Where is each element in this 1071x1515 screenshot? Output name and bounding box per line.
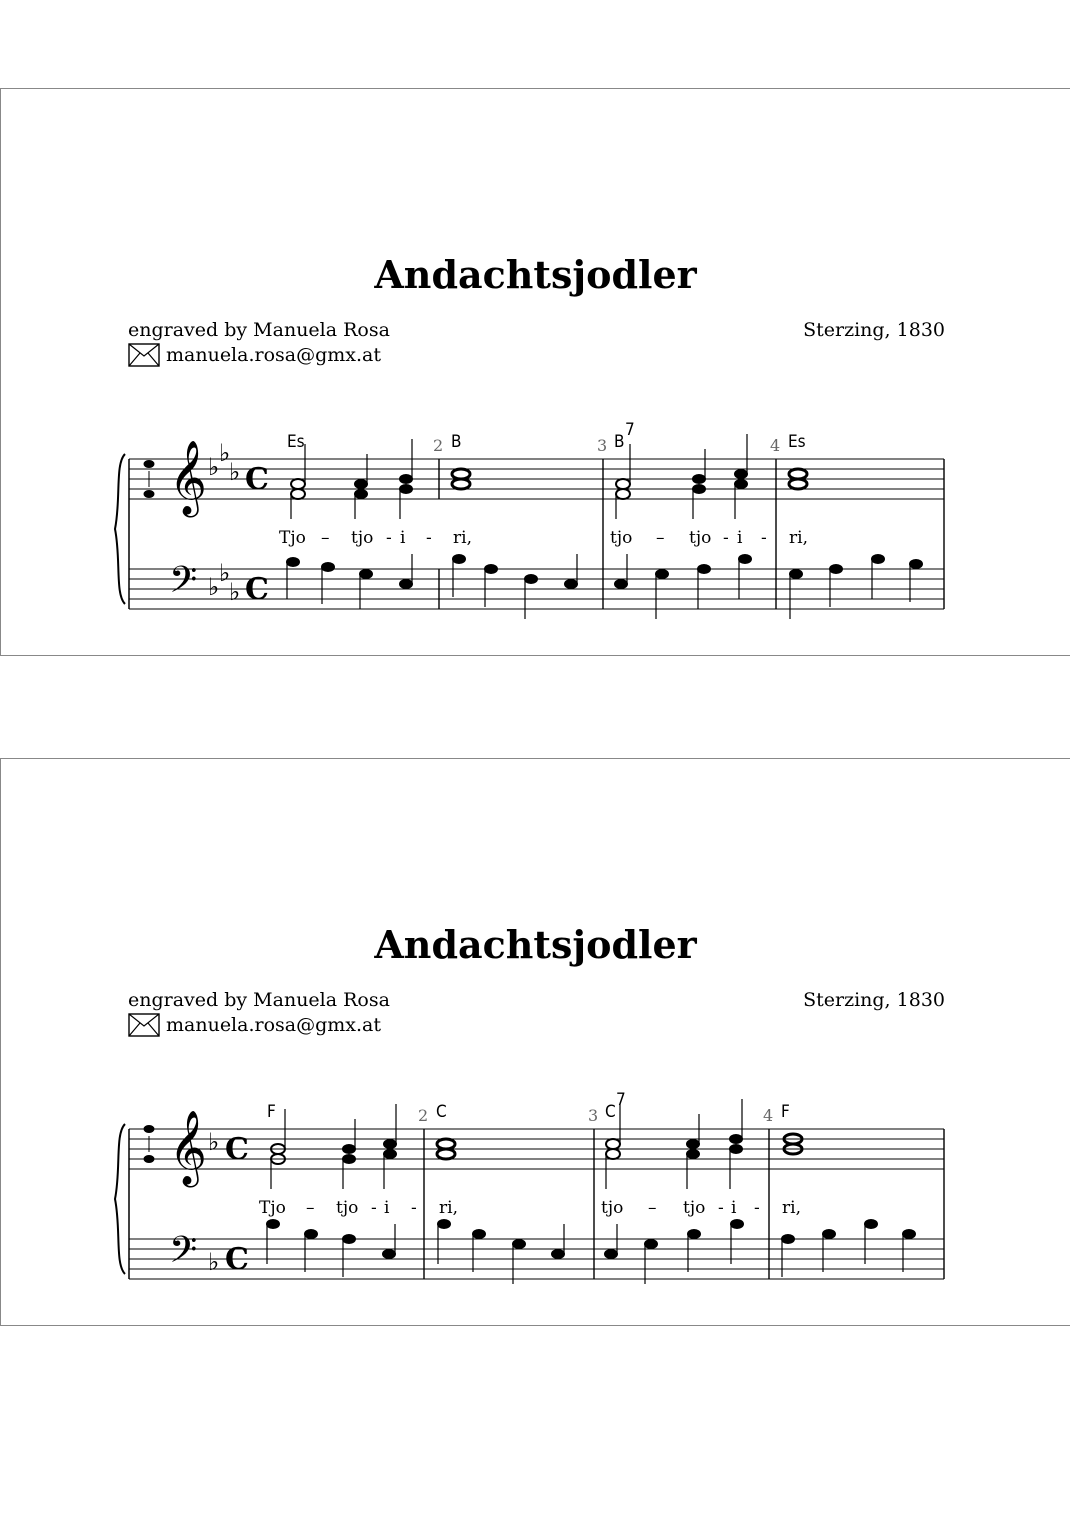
lyric-syllable: tjo (610, 528, 633, 548)
music-system (111, 409, 961, 619)
place-date: Sterzing, 1830 (803, 989, 945, 1011)
lyric-hyphen: – (321, 528, 330, 548)
lyric-hyphen: - (761, 528, 767, 548)
chord-symbol: Es (287, 432, 305, 452)
lyric-syllable: ri, (789, 528, 808, 548)
chord-symbol: C (436, 1102, 447, 1122)
time-signature-treble: C (225, 1132, 249, 1167)
chord-symbol: F (267, 1102, 276, 1122)
svg-text:♭: ♭ (208, 1128, 220, 1156)
svg-text:♭: ♭ (208, 573, 220, 601)
engraver-credit: engraved by Manuela Rosa (128, 989, 390, 1011)
chord-symbol: C (605, 1102, 616, 1122)
lyric-hyphen: - (718, 1198, 724, 1218)
lyric-syllable: i (737, 528, 743, 548)
chord-symbol: B (451, 432, 462, 452)
lyric-hyphen: - (426, 528, 432, 548)
chord-superscript: 7 (625, 420, 635, 440)
bass-clef: 𝄢 (169, 1229, 198, 1280)
lyric-hyphen: - (386, 528, 392, 548)
treble-staff (129, 1129, 944, 1169)
envelope-icon (128, 1013, 160, 1037)
lyric-syllable: i (731, 1198, 737, 1218)
svg-text:♭: ♭ (208, 453, 220, 481)
svg-text:♭: ♭ (219, 439, 231, 467)
lyric-hyphen: – (656, 528, 665, 548)
piano-brace (115, 454, 125, 604)
bar-number: 3 (597, 436, 608, 455)
lyric-hyphen: - (411, 1198, 417, 1218)
key-signature-treble (208, 1128, 219, 1156)
chord-symbol: F (781, 1102, 790, 1122)
envelope-icon (128, 343, 160, 367)
svg-text:♭: ♭ (208, 1248, 220, 1276)
lyrics-line (279, 528, 808, 548)
email-address[interactable]: manuela.rosa@gmx.at (166, 1014, 382, 1036)
treble-clef: 𝄞 (169, 1111, 207, 1185)
lyric-hyphen: – (306, 1198, 315, 1218)
bass-clef: 𝄢 (169, 559, 198, 610)
bar-number: 4 (770, 436, 781, 455)
chord-symbol: B (614, 432, 625, 452)
chord-symbol: Es (788, 432, 806, 452)
lyric-syllable: tjo (601, 1198, 624, 1218)
treble-notes (271, 1099, 802, 1189)
bass-staff (129, 1239, 944, 1279)
score-page-2 (0, 758, 1070, 1326)
lyric-syllable: ri, (782, 1198, 801, 1218)
lyric-syllable: tjo (336, 1198, 359, 1218)
piece-title: Andachtsjodler (374, 252, 697, 297)
ambitus (144, 1125, 155, 1163)
time-signature-bass: C (225, 1242, 249, 1277)
lyrics-line (259, 1198, 801, 1218)
piece-title: Andachtsjodler (374, 922, 697, 967)
email-line (128, 343, 381, 367)
lyric-hyphen: – (648, 1198, 657, 1218)
treble-notes (291, 434, 807, 519)
bar-number: 2 (418, 1106, 429, 1125)
lyric-syllable: tjo (351, 528, 374, 548)
lyric-syllable: tjo (689, 528, 712, 548)
lyric-syllable: Tjo (259, 1198, 286, 1218)
svg-text:♭: ♭ (229, 458, 241, 486)
lyric-hyphen: - (754, 1198, 760, 1218)
chord-superscript: 7 (616, 1090, 626, 1110)
lyric-syllable: i (400, 528, 406, 548)
svg-text:♭: ♭ (219, 559, 231, 587)
piano-brace (115, 1124, 125, 1274)
bass-notes (267, 1220, 916, 1285)
lyric-syllable: tjo (683, 1198, 706, 1218)
lyric-hyphen: - (371, 1198, 377, 1218)
key-signature-bass (208, 1248, 219, 1276)
lyric-syllable: ri, (439, 1198, 458, 1218)
treble-clef: 𝄞 (169, 441, 207, 515)
time-signature-treble: C (245, 462, 269, 497)
lyric-syllable: ri, (453, 528, 472, 548)
bar-number: 4 (763, 1106, 774, 1125)
engraver-credit: engraved by Manuela Rosa (128, 319, 390, 341)
place-date: Sterzing, 1830 (803, 319, 945, 341)
score-page-1 (0, 88, 1070, 656)
email-address[interactable]: manuela.rosa@gmx.at (166, 344, 382, 366)
bar-number: 2 (433, 436, 444, 455)
music-system (111, 1079, 961, 1289)
lyric-syllable: i (384, 1198, 390, 1218)
email-line (128, 1013, 381, 1037)
time-signature-bass: C (245, 572, 269, 607)
bar-number: 3 (588, 1106, 599, 1125)
lyric-syllable: Tjo (279, 528, 306, 548)
svg-text:♭: ♭ (229, 578, 241, 606)
lyric-hyphen: - (723, 528, 729, 548)
